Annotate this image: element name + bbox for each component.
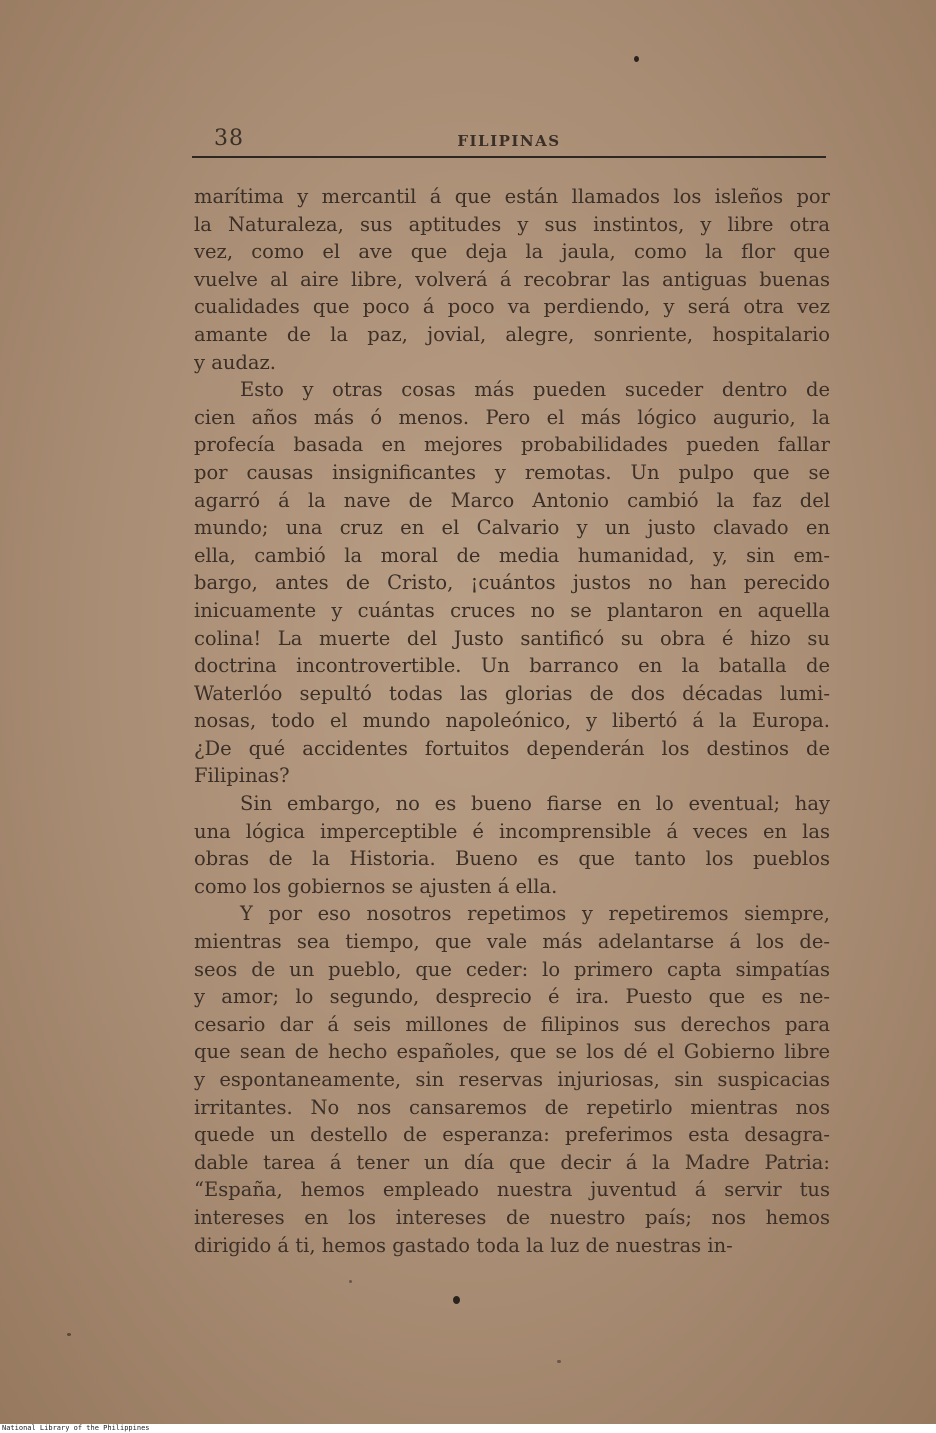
text-line: “España, hemos empleado nuestra juventud á servir tus — [194, 1178, 830, 1202]
text-line: Sin embargo, no es bueno fiarse en lo eventual; hay — [240, 792, 830, 816]
text-line: bargo, antes de Cristo, ¡cuántos justos no han perecido — [194, 571, 830, 595]
text-line: y audaz. — [194, 350, 276, 374]
text-line: vez, como el ave que deja la jaula, como la flor que — [194, 240, 830, 264]
ink-speck — [634, 56, 639, 62]
text-line: cien años más ó menos. Pero el más lógico augurio, la — [194, 405, 830, 429]
text-line: Waterlóo sepultó todas las glorias de dos décadas lumi- — [194, 681, 830, 705]
body-text — [194, 183, 830, 1259]
text-line: doctrina incontrovertible. Un barranco en la batalla de — [194, 654, 830, 678]
text-line: ¿De qué accidentes fortuitos dependerán los destinos de — [194, 736, 830, 760]
text-line: dable tarea á tener un día que decir á la Madre Patria: — [194, 1150, 830, 1174]
text-line: profecía basada en mejores probabilidades pueden fallar — [194, 433, 830, 457]
text-line: colina! La muerte del Justo santificó su obra é hizo su — [194, 626, 830, 650]
text-line: marítima y mercantil á que están llamados los isleños por — [194, 185, 830, 208]
text-line: Filipinas? — [194, 764, 290, 788]
footer-credit: National Library of the Philippines — [2, 1424, 150, 1432]
ink-speck — [557, 1360, 561, 1363]
page-number: 38 — [214, 126, 244, 151]
text-line: quede un destello de esperanza: preferimos esta desagra- — [194, 1123, 830, 1147]
text-line: que sean de hecho españoles, que se los dé el Gobierno libre — [194, 1040, 830, 1064]
text-line: ella, cambió la moral de media humanidad, y, sin em- — [194, 543, 830, 567]
text-line: y espontaneamente, sin reservas injuriosas, sin suspicacias — [194, 1068, 830, 1091]
text-line: Y por eso nosotros repetimos y repetiremos siempre, — [240, 902, 830, 926]
text-line: agarró á la nave de Marco Antonio cambió la faz del — [194, 488, 830, 512]
page-header — [192, 126, 826, 158]
text-line: dirigido á ti, hemos gastado toda la luz de nuestras in- — [194, 1233, 733, 1257]
text-line: irritantes. No nos cansaremos de repetirlo mientras nos — [194, 1095, 830, 1119]
text-line: por causas insignificantes y remotas. Un pulpo que se — [194, 460, 830, 484]
footer-strip — [0, 1424, 936, 1433]
ink-speck — [67, 1333, 71, 1336]
text-line: cesario dar á seis millones de filipinos sus derechos para — [194, 1012, 830, 1036]
text-line: mientras sea tiempo, que vale más adelantarse á los de- — [194, 930, 830, 954]
text-line: seos de un pueblo, que ceder: lo primero capta simpatías — [194, 957, 830, 981]
running-title: FILIPINAS — [457, 132, 561, 150]
text-line: obras de la Historia. Bueno es que tanto los pueblos — [194, 847, 830, 871]
text-line: y amor; lo segundo, desprecio é ira. Puesto que es ne- — [194, 985, 830, 1009]
ink-speck — [453, 1296, 460, 1304]
text-line: la Naturaleza, sus aptitudes y sus instintos, y libre otra — [194, 212, 830, 236]
text-line: como los gobiernos se ajusten á ella. — [194, 874, 558, 898]
text-line: inicuamente y cuántas cruces no se plantaron en aquella — [194, 598, 830, 622]
text-line: mundo; una cruz en el Calvario y un justo clavado en — [194, 516, 830, 540]
text-line: Esto y otras cosas más pueden suceder dentro de — [240, 378, 830, 402]
text-line: vuelve al aire libre, volverá á recobrar las antiguas buenas — [194, 267, 830, 291]
ink-speck — [349, 1280, 352, 1283]
text-line: intereses en los intereses de nuestro país; nos hemos — [194, 1205, 830, 1229]
text-line: una lógica imperceptible é incomprensible á veces en las — [194, 819, 830, 843]
text-line: nosas, todo el mundo napoleónico, y libertó á la Europa. — [194, 709, 830, 733]
text-line: amante de la paz, jovial, alegre, sonriente, hospitalario — [194, 322, 830, 346]
text-line: cualidades que poco á poco va perdiendo, y será otra vez — [194, 295, 830, 319]
